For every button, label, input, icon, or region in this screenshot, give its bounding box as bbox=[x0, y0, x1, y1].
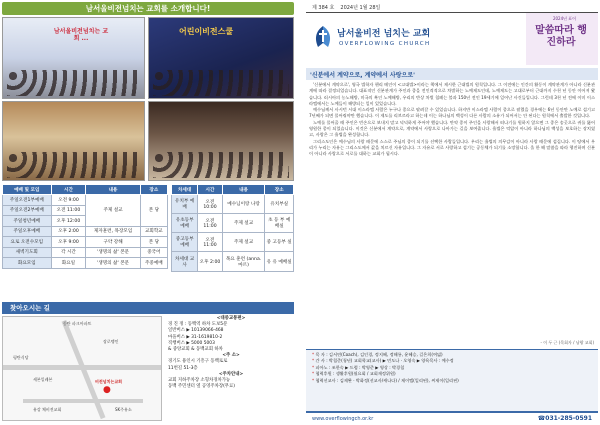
directions-map bbox=[2, 316, 162, 421]
cell: 화요모임 bbox=[3, 258, 52, 269]
table-row bbox=[3, 237, 168, 248]
article-paragraph: '신분에서 계약으로', 영국 법학자 헨리 메인이 <고대법>이라는 책에서 제시한 근대법의 원칙입니다. 그 이전에는 인간의 활동이 계약관계가 아니라 신분관계에 따라 결정되었습니다. 대표적인 신분관계가 주인과 종을 전인격적으로 차별하는 노예제도인데, 노예제도는 고대로부터 근대까지 수천 년 동안 이어져 왔습니다. 러시아의 농노해방, 미국의 흑인 노예해방, 우리의 반상 차별 철폐는 불과 150년 전인 19세기에 일어난 사건들입니다. 그런데 3천 년 전에 이미 이스라엘에서는 노예들이 해방되는 일이 있었습니다. bbox=[309, 82, 595, 106]
photo4-crowd bbox=[153, 152, 289, 178]
cell: 주일오후예배 bbox=[3, 226, 52, 237]
parking-title: <주차안내> bbox=[218, 371, 244, 377]
col-header: 예배 및 모임 bbox=[3, 185, 52, 195]
table-row bbox=[172, 233, 294, 252]
bullet-icon: * bbox=[312, 371, 316, 377]
photo2-crowd bbox=[153, 70, 289, 96]
issue-number: 제 384 호 bbox=[312, 4, 335, 11]
map-label: 비전넘치는교회 bbox=[95, 379, 123, 384]
photo-vision-school bbox=[148, 17, 294, 99]
cell: 교회학교 bbox=[140, 226, 167, 237]
photo2-caption: 어린이비전스쿨 bbox=[179, 27, 234, 36]
church-name-en: OVERFLOWING CHURCH bbox=[339, 41, 431, 47]
cell: 유 유 예배실 bbox=[265, 252, 294, 272]
staff-text: 목 자 : 김서연(Coach), 김인경, 정지혜, 정해룡, 윤혜승, 길은희(여덟) bbox=[315, 352, 443, 357]
worship-schedule-table bbox=[2, 184, 168, 269]
cell: 오후 2:00 bbox=[198, 252, 222, 272]
cell: 주일청년예배 bbox=[3, 216, 52, 227]
cell: 주제 설교 bbox=[222, 233, 265, 252]
church-location-pin-icon: ● bbox=[103, 385, 111, 395]
annual-slogan: 말씀따라 행진하라 bbox=[535, 25, 587, 48]
table-header-row bbox=[3, 185, 168, 195]
cell: 오후 9:00 bbox=[51, 237, 86, 248]
article-title: '신분에서 계약으로, 계약에서 사랑으로' bbox=[306, 68, 598, 80]
next-gen-schedule-table bbox=[171, 184, 294, 272]
col-header: 시간 bbox=[198, 185, 222, 195]
cell: 오후 12:00 bbox=[51, 216, 86, 227]
directions-header: 찾아오시는 길 bbox=[2, 302, 294, 314]
bullet-icon: * bbox=[312, 358, 316, 364]
info-line: 경기도 용인시 기흥구 동백로로 bbox=[168, 359, 228, 365]
bullet-icon: * bbox=[312, 377, 316, 383]
slogan-box bbox=[526, 13, 598, 65]
article-paragraph: 노예를 풀어줄 때 주인은 빈손으로 보내지 말고 넉넉하게 주어야 했습니다. 만약 종이 주인을 사랑해서 떠나기를 원하지 않으면 그 종은 송곳으로 귀를 뚫어 영원한 종이 되었습니다. 이것은 신분에서 계약으로, 계약에서 사랑으로 나아가는 길을 보여줍니다. 율법은 억압이 아니라 하나님의 백성을 보호하는 장치였고, 사랑은 그 율법을 완성합니다. bbox=[309, 119, 595, 138]
table-row bbox=[172, 195, 294, 214]
info-line: 11번길 51-3층 bbox=[168, 365, 198, 371]
table-header-row bbox=[172, 185, 294, 195]
staff-line bbox=[312, 378, 592, 384]
cell: 새벽기도회 bbox=[3, 247, 52, 258]
map-road bbox=[23, 399, 143, 403]
cell: 오전 11:00 bbox=[198, 233, 222, 252]
photo-gathering bbox=[148, 101, 294, 181]
col-header: 장소 bbox=[265, 185, 294, 195]
info-line: 동백 주민센터 옆 공영주차장(무료) bbox=[168, 384, 235, 390]
cell: 각 시간 bbox=[51, 247, 86, 258]
masthead bbox=[306, 13, 598, 67]
info-line: 마을버스 ▶ 31-1619810-2 bbox=[168, 334, 223, 340]
col-header: 내용 bbox=[86, 185, 140, 195]
info-line: 경 진 정 : 동백역 하차 도보5분 bbox=[168, 322, 228, 328]
map-label: 세븐일레븐 bbox=[33, 377, 53, 382]
address-title: <주 소> bbox=[222, 353, 240, 359]
table-row bbox=[3, 195, 168, 206]
col-header: 시간 bbox=[51, 185, 86, 195]
photo1-crowd bbox=[7, 70, 140, 96]
cell: 요로 오전수모임 bbox=[3, 237, 52, 248]
cell: '생명의 삶' 본문 bbox=[86, 258, 140, 269]
cell: 목요 훈련 (anna.마르) bbox=[222, 252, 265, 272]
cell: 오전 9:00 bbox=[51, 195, 86, 206]
left-page bbox=[2, 2, 294, 423]
cell: 주제 설교 bbox=[222, 214, 265, 233]
staff-text: 피아노 : 조한숙 ▶ 드럼 : 박영준 ▶ 영상 : 박경철 bbox=[315, 364, 405, 370]
bullet-icon: * bbox=[312, 352, 316, 357]
transit-title: <대중교통편> bbox=[216, 316, 246, 321]
church-logo-icon bbox=[312, 25, 334, 49]
photo-fellowship bbox=[2, 101, 145, 181]
table-row bbox=[3, 258, 168, 269]
map-label: 평탄식당 bbox=[13, 355, 29, 360]
article-source: - 이 두 근 (목회자 / 남왕 교회) bbox=[540, 340, 594, 345]
col-header: 내용 bbox=[222, 185, 265, 195]
phone-number bbox=[538, 415, 592, 422]
staff-text: 협력후원 : 생활후원(월요회 / 교회재정위원) bbox=[315, 371, 396, 377]
table-row bbox=[3, 226, 168, 237]
photo1-caption: 남서울비전넘치는 교회 ... bbox=[53, 28, 109, 42]
cell: 화요일 bbox=[51, 258, 86, 269]
photo-collage bbox=[2, 17, 294, 182]
cell: 주일오전2부예배 bbox=[3, 205, 52, 216]
info-line: 일반버스 ▶ 10139066-468 bbox=[168, 328, 224, 334]
photo-sanctuary bbox=[2, 17, 145, 99]
cell: 오전 10:00 bbox=[198, 195, 222, 214]
bullet-icon: * bbox=[312, 364, 316, 370]
cell: 중 고등부 실 bbox=[265, 233, 294, 252]
article-paragraph: 그리스도인은 예수님의 사랑 때문에 스스로 주님의 종이 되기를 선택한 사람들입니다. 우리는 율법의 의무감이 아니라 사랑 때문에 섬깁니다. 이 땅에서 우리가 누리는 자유는 그리스도께서 값을 치르신 자유입니다. 그 자유로 서로 사랑하고 섬기는 공동체가 되기를 소망합니다. 올 한 해 말씀을 따라 행진하며 신분이 아니라 사랑으로 서로를 대하는 교회가 됩시다. bbox=[309, 138, 595, 157]
cell: 유치부실 bbox=[265, 195, 294, 214]
article-body bbox=[306, 80, 598, 340]
phone-icon: ☎ bbox=[537, 415, 546, 422]
cell: 중국어 bbox=[140, 247, 167, 258]
cell: 구약 강해 bbox=[86, 237, 140, 248]
col-header: 차세대 bbox=[172, 185, 198, 195]
cell: 오후 2:00 bbox=[51, 226, 86, 237]
table-row bbox=[172, 214, 294, 233]
table-row bbox=[172, 252, 294, 272]
info-line: & 중앙교회 & 동백교회 하차 bbox=[168, 347, 223, 353]
cell: 본 당 bbox=[140, 237, 167, 248]
cell: 오전 11:00 bbox=[51, 205, 86, 216]
church-name: 남서울비전 넘치는 교회 bbox=[337, 29, 431, 39]
website-link[interactable]: www.overflowingch.or.kr bbox=[312, 415, 374, 422]
map-label: SK주유소 bbox=[115, 407, 132, 412]
map-label: 동탄 파크아파트 bbox=[63, 321, 92, 326]
info-line: 직행버스 ▶ 5000 5003 bbox=[168, 340, 215, 346]
cell: 예수님이랑 나랑 bbox=[222, 195, 265, 214]
cell: 제자훈련, 목장모임 bbox=[86, 226, 140, 237]
col-header: 장소 bbox=[140, 185, 167, 195]
directions-info bbox=[168, 316, 294, 421]
staff-text: 간 사 : 박철준(청년) 교회학교(교사) ▶ 민도나 · 오영숙 ▶ 양육목사 : 예수정 bbox=[315, 358, 454, 364]
staff-list bbox=[306, 349, 598, 411]
cell: 유초등부 예배 bbox=[172, 214, 198, 233]
info-line: 교회 지하주차장 소형차경차가능 bbox=[168, 378, 231, 384]
photo3-crowd bbox=[7, 152, 140, 178]
cell: 본 당 bbox=[140, 195, 167, 227]
cell: 오전 11:00 bbox=[198, 214, 222, 233]
article-paragraph: 예수님께서 사시던 시대 이스라엘 사람은 누구나 종으로 팔려갈 수 있었습니다. 하지만 이스라엘 사람이 종으로 팔렸을 경우에는 6년 동안만 노예로 섬기고 7년째가 되면 풀어줘야만 했습니다. 이 제도를 리브르라고 하는데 이는 하나님의 백성이 다른 사람의 소유가 되어서는 안 된다는 원칙에서 출발한 것입니다. bbox=[309, 107, 595, 119]
cell: 유치부 예배 bbox=[172, 195, 198, 214]
staff-text: 협력선교사 : 김제완 · 박화정(선교사/캐나다) / 제이엘(일리핀), 씨제이(일리핀) bbox=[315, 377, 459, 383]
table-row bbox=[3, 247, 168, 258]
cell: 초 등 부 예배실 bbox=[265, 214, 294, 233]
cell: 차세대 교사 bbox=[172, 252, 198, 272]
slogan-label: 2024년 표어 bbox=[552, 16, 576, 21]
footer bbox=[306, 411, 598, 424]
intro-header: 남서울비전넘치는 교회를 소개합니다! bbox=[2, 2, 294, 15]
right-page bbox=[306, 2, 598, 423]
cell: 주제 설교 bbox=[86, 195, 140, 227]
issue-date: 2024년 1월 28일 bbox=[340, 4, 381, 11]
cell: 중고등부 예배 bbox=[172, 233, 198, 252]
issue-bar bbox=[306, 2, 598, 13]
cell: 주일오전1부예배 bbox=[3, 195, 52, 206]
phone-text: 031-285-0591 bbox=[545, 415, 592, 422]
cell: 주중예배 bbox=[140, 258, 167, 269]
map-label: 장로맹인 bbox=[103, 339, 119, 344]
cell: '생명의 삶' 본문 bbox=[86, 247, 140, 258]
map-label: 유강 체비전교회 bbox=[33, 407, 62, 412]
